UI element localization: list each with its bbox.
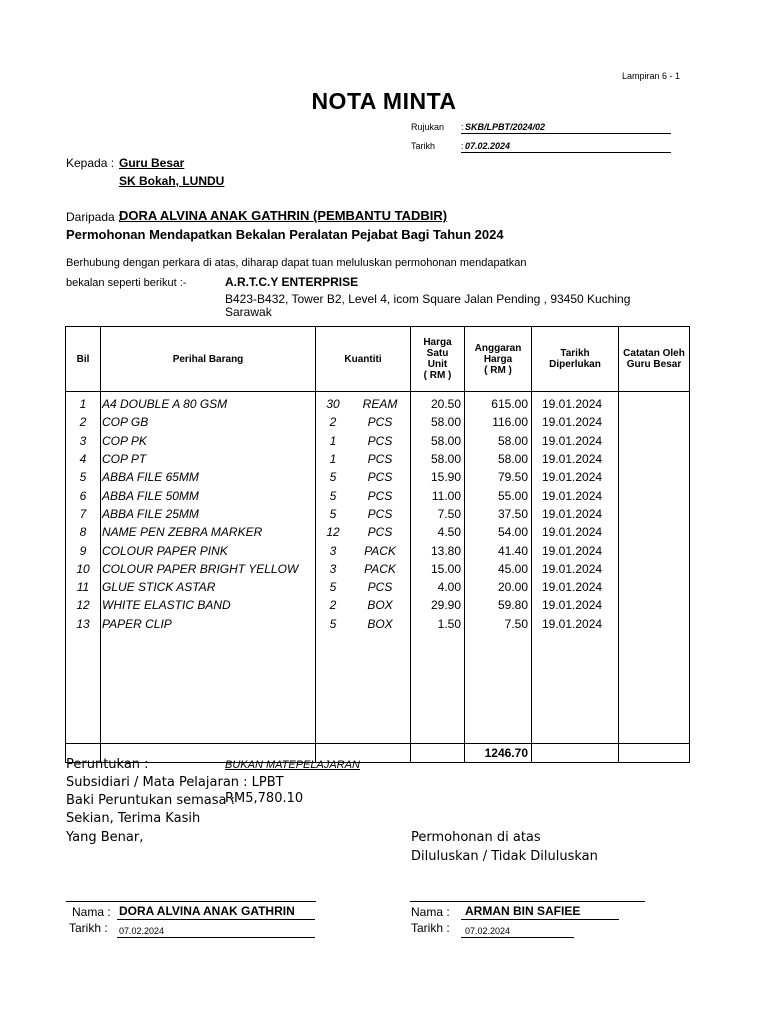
cell-catatan bbox=[619, 392, 690, 414]
cell-catatan bbox=[619, 560, 690, 578]
cell-anggaran: 615.00 bbox=[465, 392, 532, 414]
intro-line2: bekalan seperti berikut :- bbox=[66, 277, 187, 289]
table-row bbox=[66, 392, 690, 414]
yang-benar: Yang Benar, bbox=[66, 830, 144, 845]
empty-row bbox=[66, 706, 690, 724]
cell-harga: 1.50 bbox=[411, 615, 465, 633]
right-tarikh-label: Tarikh : bbox=[411, 921, 450, 935]
table-row bbox=[66, 596, 690, 614]
left-signature-line bbox=[66, 901, 316, 902]
header-anggaran bbox=[465, 327, 532, 392]
cell-harga: 58.00 bbox=[411, 432, 465, 450]
cell-desc: COLOUR PAPER BRIGHT YELLOW bbox=[101, 560, 316, 578]
cell-desc: COLOUR PAPER PINK bbox=[101, 541, 316, 559]
cell-anggaran: 55.00 bbox=[465, 486, 532, 504]
cell-bil: 10 bbox=[66, 560, 101, 578]
cell-harga: 58.00 bbox=[411, 413, 465, 431]
cell-bil: 11 bbox=[66, 578, 101, 596]
left-nama-label: Nama : bbox=[72, 905, 111, 919]
header-tarikh-line1: Tarikh bbox=[560, 348, 590, 359]
cell-tarikh: 19.01.2024 bbox=[532, 560, 619, 578]
table-row bbox=[66, 450, 690, 468]
qty-number: 1 bbox=[329, 433, 337, 448]
cell-anggaran: 54.00 bbox=[465, 523, 532, 541]
qty-unit: PCS bbox=[367, 433, 393, 448]
header-tarikh bbox=[532, 327, 619, 392]
lampiran-label: Lampiran 6 - 1 bbox=[622, 71, 681, 81]
cell-harga: 4.00 bbox=[411, 578, 465, 596]
qty-number: 30 bbox=[326, 397, 340, 412]
header-tarikh-line2: Diperlukan bbox=[549, 359, 601, 370]
table-row bbox=[66, 541, 690, 559]
empty-row bbox=[66, 688, 690, 706]
items-table bbox=[65, 326, 690, 763]
cell-anggaran: 58.00 bbox=[465, 450, 532, 468]
cell-desc: ABBA FILE 25MM bbox=[101, 505, 316, 523]
table-row bbox=[66, 578, 690, 596]
header-harga-unit bbox=[411, 327, 465, 392]
cell-catatan bbox=[619, 596, 690, 614]
cell-bil: 8 bbox=[66, 523, 101, 541]
right-nama-value: ARMAN BIN SAFIEE bbox=[465, 904, 581, 918]
left-tarikh-label: Tarikh : bbox=[69, 921, 108, 935]
cell-bil: 6 bbox=[66, 486, 101, 504]
tarikh-value: 07.02.2024 bbox=[465, 141, 511, 151]
tarikh-colon: : bbox=[461, 141, 464, 151]
cell-desc: COP GB bbox=[101, 413, 316, 431]
cell-kuantiti bbox=[316, 615, 411, 633]
rujukan-underline bbox=[461, 133, 671, 134]
daripada-label: Daripada : bbox=[66, 210, 122, 224]
header-anggaran-line1: Anggaran bbox=[474, 342, 522, 354]
left-tarikh-underline bbox=[117, 937, 315, 938]
table-header-row bbox=[66, 327, 690, 392]
cell-tarikh: 19.01.2024 bbox=[532, 505, 619, 523]
table-row bbox=[66, 523, 690, 541]
table-row bbox=[66, 432, 690, 450]
cell-anggaran: 20.00 bbox=[465, 578, 532, 596]
header-anggaran-line3: ( RM ) bbox=[484, 364, 512, 376]
supplier-address-line1: B423-B432, Tower B2, Level 4, icom Square Jalan Pending , 93450 Kuching bbox=[225, 292, 631, 306]
page-title: NOTA MINTA bbox=[311, 88, 457, 114]
header-perihal: Perihal Barang bbox=[101, 327, 316, 392]
subsidiari-line: Subsidiari / Mata Pelajaran : LPBT bbox=[66, 775, 284, 790]
right-tarikh-value: 07.02.2024 bbox=[465, 926, 511, 936]
cell-tarikh: 19.01.2024 bbox=[532, 468, 619, 486]
rujukan-colon: : bbox=[461, 122, 464, 132]
cell-desc: COP PT bbox=[101, 450, 316, 468]
cell-kuantiti bbox=[316, 392, 411, 414]
total-amount: 1246.70 bbox=[465, 743, 532, 762]
qty-unit: PCS bbox=[367, 470, 393, 485]
qty-number: 5 bbox=[329, 580, 337, 595]
cell-catatan bbox=[619, 541, 690, 559]
tarikh-label: Tarikh bbox=[411, 141, 436, 151]
cell-bil: 4 bbox=[66, 450, 101, 468]
left-nama-underline bbox=[117, 919, 315, 920]
cell-tarikh: 19.01.2024 bbox=[532, 523, 619, 541]
diluluskan-line: Diluluskan / Tidak Diluluskan bbox=[411, 849, 598, 864]
qty-unit: PCS bbox=[367, 415, 393, 430]
qty-unit: PCS bbox=[367, 488, 393, 503]
header-catatan-line1: Catatan Oleh bbox=[623, 348, 685, 359]
cell-tarikh: 19.01.2024 bbox=[532, 615, 619, 633]
rujukan-value: SKB/LPBT/2024/02 bbox=[465, 122, 546, 132]
qty-number: 3 bbox=[329, 561, 337, 576]
qty-unit: REAM bbox=[362, 397, 398, 412]
cell-harga: 13.80 bbox=[411, 541, 465, 559]
cell-anggaran: 58.00 bbox=[465, 432, 532, 450]
qty-number: 3 bbox=[329, 543, 337, 558]
intro-line1: Berhubung dengan perkara di atas, diharap dapat tuan meluluskan permohonan mendapatkan bbox=[66, 257, 527, 269]
cell-bil: 9 bbox=[66, 541, 101, 559]
cell-catatan bbox=[619, 578, 690, 596]
cell-kuantiti bbox=[316, 432, 411, 450]
qty-unit: PCS bbox=[367, 452, 393, 467]
qty-number: 5 bbox=[329, 506, 337, 521]
cell-desc: WHITE ELASTIC BAND bbox=[101, 596, 316, 614]
cell-tarikh: 19.01.2024 bbox=[532, 413, 619, 431]
header-kuantiti: Kuantiti bbox=[316, 327, 411, 392]
cell-desc: A4 DOUBLE A 80 GSM bbox=[101, 392, 316, 414]
cell-catatan bbox=[619, 523, 690, 541]
cell-desc: PAPER CLIP bbox=[101, 615, 316, 633]
qty-unit: PCS bbox=[367, 580, 393, 595]
right-nama-label: Nama : bbox=[411, 905, 450, 919]
cell-anggaran: 7.50 bbox=[465, 615, 532, 633]
cell-harga: 4.50 bbox=[411, 523, 465, 541]
cell-catatan bbox=[619, 468, 690, 486]
cell-kuantiti bbox=[316, 468, 411, 486]
cell-catatan bbox=[619, 413, 690, 431]
cell-kuantiti bbox=[316, 505, 411, 523]
cell-bil: 2 bbox=[66, 413, 101, 431]
peruntukan-value: BUKAN MATEPELAJARAN bbox=[225, 759, 360, 771]
baki-label: Baki Peruntukan semasa : bbox=[66, 793, 235, 808]
cell-anggaran: 45.00 bbox=[465, 560, 532, 578]
right-nama-underline bbox=[461, 919, 619, 920]
cell-harga: 15.00 bbox=[411, 560, 465, 578]
kepada-line2: SK Bokah, LUNDU bbox=[119, 174, 225, 188]
left-nama-value: DORA ALVINA ANAK GATHRIN bbox=[119, 904, 295, 918]
table-row bbox=[66, 560, 690, 578]
qty-number: 1 bbox=[329, 452, 337, 467]
qty-unit: BOX bbox=[367, 598, 393, 613]
cell-tarikh: 19.01.2024 bbox=[532, 541, 619, 559]
sekian-line: Sekian, Terima Kasih bbox=[66, 811, 201, 826]
cell-tarikh: 19.01.2024 bbox=[532, 596, 619, 614]
cell-desc: GLUE STICK ASTAR bbox=[101, 578, 316, 596]
table-row bbox=[66, 413, 690, 431]
cell-harga: 11.00 bbox=[411, 486, 465, 504]
cell-bil: 1 bbox=[66, 392, 101, 414]
supplier-name: A.R.T.C.Y ENTERPRISE bbox=[225, 275, 359, 289]
cell-harga: 7.50 bbox=[411, 505, 465, 523]
table-row bbox=[66, 615, 690, 633]
cell-desc: NAME PEN ZEBRA MARKER bbox=[101, 523, 316, 541]
cell-tarikh: 19.01.2024 bbox=[532, 450, 619, 468]
qty-number: 2 bbox=[329, 598, 337, 613]
header-bil: Bil bbox=[66, 327, 101, 392]
cell-kuantiti bbox=[316, 486, 411, 504]
cell-anggaran: 116.00 bbox=[465, 413, 532, 431]
cell-catatan bbox=[619, 505, 690, 523]
qty-number: 5 bbox=[329, 488, 337, 503]
rujukan-label: Rujukan bbox=[411, 122, 445, 132]
cell-kuantiti bbox=[316, 578, 411, 596]
qty-number: 12 bbox=[326, 525, 340, 540]
cell-bil: 12 bbox=[66, 596, 101, 614]
table-row bbox=[66, 468, 690, 486]
table-row bbox=[66, 486, 690, 504]
cell-anggaran: 59.80 bbox=[465, 596, 532, 614]
cell-harga: 20.50 bbox=[411, 392, 465, 414]
cell-desc: ABBA FILE 65MM bbox=[101, 468, 316, 486]
cell-bil: 3 bbox=[66, 432, 101, 450]
total-row bbox=[66, 743, 690, 762]
cell-tarikh: 19.01.2024 bbox=[532, 392, 619, 414]
permohonan-line: Permohonan di atas bbox=[411, 830, 541, 845]
empty-row bbox=[66, 724, 690, 743]
cell-catatan bbox=[619, 450, 690, 468]
tarikh-underline bbox=[461, 152, 671, 153]
cell-harga: 15.90 bbox=[411, 468, 465, 486]
cell-anggaran: 79.50 bbox=[465, 468, 532, 486]
cell-tarikh: 19.01.2024 bbox=[532, 432, 619, 450]
table-row bbox=[66, 505, 690, 523]
daripada-name: DORA ALVINA ANAK GATHRIN (PEMBANTU TADBIR) bbox=[119, 208, 448, 223]
cell-bil: 13 bbox=[66, 615, 101, 633]
qty-unit: PACK bbox=[364, 543, 396, 558]
qty-unit: BOX bbox=[367, 616, 393, 631]
cell-catatan bbox=[619, 432, 690, 450]
cell-bil: 7 bbox=[66, 505, 101, 523]
empty-row bbox=[66, 633, 690, 651]
qty-number: 5 bbox=[329, 470, 337, 485]
empty-row bbox=[66, 651, 690, 669]
qty-number: 2 bbox=[329, 415, 337, 430]
kepada-label: Kepada : bbox=[66, 156, 115, 170]
qty-unit: PCS bbox=[367, 506, 393, 521]
cell-harga: 58.00 bbox=[411, 450, 465, 468]
supplier-address-line2: Sarawak bbox=[225, 305, 272, 319]
cell-kuantiti bbox=[316, 523, 411, 541]
cell-kuantiti bbox=[316, 560, 411, 578]
right-tarikh-underline bbox=[461, 937, 574, 938]
cell-kuantiti bbox=[316, 596, 411, 614]
kepada-line1: Guru Besar bbox=[119, 156, 185, 170]
subject-line: Permohonan Mendapatkan Bekalan Peralatan Pejabat Bagi Tahun 2024 bbox=[66, 227, 504, 242]
header-harga-line1: Harga bbox=[423, 337, 452, 348]
cell-kuantiti bbox=[316, 413, 411, 431]
cell-desc: COP PK bbox=[101, 432, 316, 450]
header-harga-line2: Satu bbox=[426, 348, 449, 359]
qty-unit: PCS bbox=[367, 525, 393, 540]
peruntukan-label: Peruntukan : bbox=[66, 757, 149, 772]
header-catatan-line2: Guru Besar bbox=[626, 359, 682, 370]
cell-kuantiti bbox=[316, 541, 411, 559]
empty-row bbox=[66, 669, 690, 687]
left-tarikh-value: 07.02.2024 bbox=[119, 926, 165, 936]
baki-value: RM5,780.10 bbox=[225, 791, 304, 806]
cell-desc: ABBA FILE 50MM bbox=[101, 486, 316, 504]
right-signature-line bbox=[410, 901, 645, 902]
cell-catatan bbox=[619, 615, 690, 633]
cell-tarikh: 19.01.2024 bbox=[532, 486, 619, 504]
qty-unit: PACK bbox=[364, 561, 396, 576]
qty-number: 5 bbox=[329, 616, 337, 631]
cell-tarikh: 19.01.2024 bbox=[532, 578, 619, 596]
header-catatan bbox=[619, 327, 690, 392]
cell-catatan bbox=[619, 486, 690, 504]
cell-kuantiti bbox=[316, 450, 411, 468]
cell-anggaran: 41.40 bbox=[465, 541, 532, 559]
header-harga-line3: Unit bbox=[427, 359, 448, 370]
header-anggaran-line2: Harga bbox=[483, 353, 513, 365]
header-harga-line4: ( RM ) bbox=[423, 370, 452, 381]
cell-bil: 5 bbox=[66, 468, 101, 486]
cell-anggaran: 37.50 bbox=[465, 505, 532, 523]
cell-harga: 29.90 bbox=[411, 596, 465, 614]
